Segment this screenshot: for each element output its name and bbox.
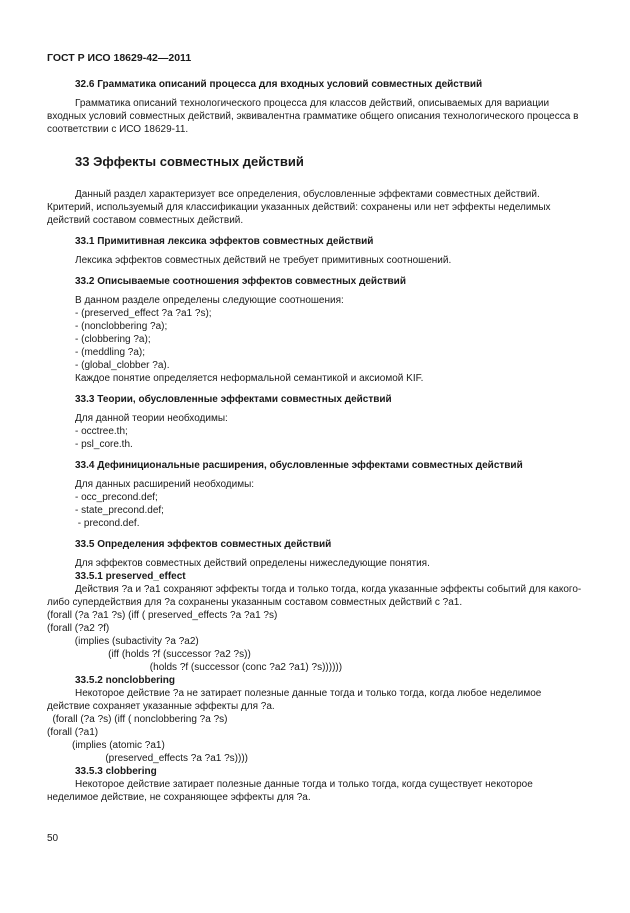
section-33-2-line: - (preserved_effect ?a ?a1 ?s); xyxy=(75,308,212,319)
section-33-4-line: - state_precond.def; xyxy=(75,505,164,516)
section-32-6-body: Грамматика описаний технологического процесса для классов действий, описываемых для вариации входных условий совместных действий, эквивалентна грамматике общего описания технологического процесса в соответствии с ИСО 18629-11. xyxy=(47,98,579,135)
section-33-3-line: - psl_core.th. xyxy=(75,439,133,450)
section-33-1-body: Лексика эффектов совместных действий не требует примитивных соотношений. xyxy=(75,255,452,266)
document-body xyxy=(47,78,585,804)
section-33-4-line: - precond.def. xyxy=(75,518,140,529)
section-33-4-line: - occ_precond.def; xyxy=(75,492,158,503)
code-line: (implies (subactivity ?a ?a2) xyxy=(47,636,199,647)
subsection-33-5-2-body: Некоторое действие ?a не затирает полезные данные тогда и только тогда, когда любое неделимое действие сохраняет указанные эффекты для ?a. xyxy=(47,688,542,712)
standard-header: ГОСТ Р ИСО 18629-42—2011 xyxy=(47,52,192,64)
section-33-2-line: В данном разделе определены следующие соотношения: xyxy=(75,295,344,306)
subsection-33-5-2-heading: 33.5.2 nonclobbering xyxy=(75,675,176,686)
section-33-2-line: - (clobbering ?a); xyxy=(75,334,151,345)
section-33-3-line: - occtree.th; xyxy=(75,426,128,437)
subsection-33-5-1-heading: 33.5.1 preserved_effect xyxy=(75,571,186,582)
code-line: (preserved_effects ?a ?a1 ?s)))) xyxy=(47,753,249,764)
code-line: (iff (holds ?f (successor ?a2 ?s)) xyxy=(47,649,251,660)
section-33-2-line: - (nonclobbering ?a); xyxy=(75,321,168,332)
section-33-2-line: - (global_clobber ?a). xyxy=(75,360,170,371)
section-33-2-heading: 33.2 Описываемые соотношения эффектов совместных действий xyxy=(75,276,406,287)
page-number: 50 xyxy=(47,833,59,844)
section-32-6-heading: 32.6 Грамматика описаний процесса для входных условий совместных действий xyxy=(75,79,483,90)
code-line: (forall (?a2 ?f) xyxy=(47,623,110,634)
code-line: (implies (atomic ?a1) xyxy=(47,740,165,751)
section-33-3-line: Для данной теории необходимы: xyxy=(75,413,228,424)
code-line: (forall (?a ?a1 ?s) (iff ( preserved_effects ?a ?a1 ?s) xyxy=(47,610,278,621)
section-33-body: Данный раздел характеризует все определения, обусловленные эффектами совместных действий. Критерий, используемый для классификации указанных действий: сохранены или нет эффекты неделимых действий составом совместных действий. xyxy=(47,189,551,226)
section-33-5-intro: Для эффектов совместных действий определены нижеследующие понятия. xyxy=(75,558,430,569)
section-33-5-heading: 33.5 Определения эффектов совместных действий xyxy=(75,539,332,550)
subsection-33-5-3-heading: 33.5.3 clobbering xyxy=(75,766,157,777)
section-33-4-heading: 33.4 Дефинициональные расширения, обусловленные эффектами совместных действий xyxy=(75,460,523,471)
section-33-1-heading: 33.1 Примитивная лексика эффектов совместных действий xyxy=(75,236,374,247)
subsection-33-5-1-body: Действия ?a и ?a1 сохраняют эффекты тогда и только тогда, когда указанные эффекты событий для какого-либо супердействия для ?a сохранены указанным составом совместных действий с ?a1. xyxy=(47,584,582,608)
code-line: (forall (?a ?s) (iff ( nonclobbering ?a ?s) xyxy=(47,714,228,725)
section-33-4-line: Для данных расширений необходимы: xyxy=(75,479,255,490)
section-33-heading: 33 Эффекты совместных действий xyxy=(75,154,304,169)
subsection-33-5-3-body: Некоторое действие затирает полезные данные тогда и только тогда, когда существует некоторое неделимое действие, не сохраняющее эффекты для ?a. xyxy=(47,779,533,803)
section-33-2-line: Каждое понятие определяется неформальной семантикой и аксиомой KIF. xyxy=(75,373,424,384)
code-line: (forall (?a1) xyxy=(47,727,99,738)
section-33-2-line: - (meddling ?a); xyxy=(75,347,146,358)
code-line: (holds ?f (successor (conc ?a2 ?a1) ?s)))))) xyxy=(47,662,343,673)
section-33-3-heading: 33.3 Теории, обусловленные эффектами совместных действий xyxy=(75,394,392,405)
